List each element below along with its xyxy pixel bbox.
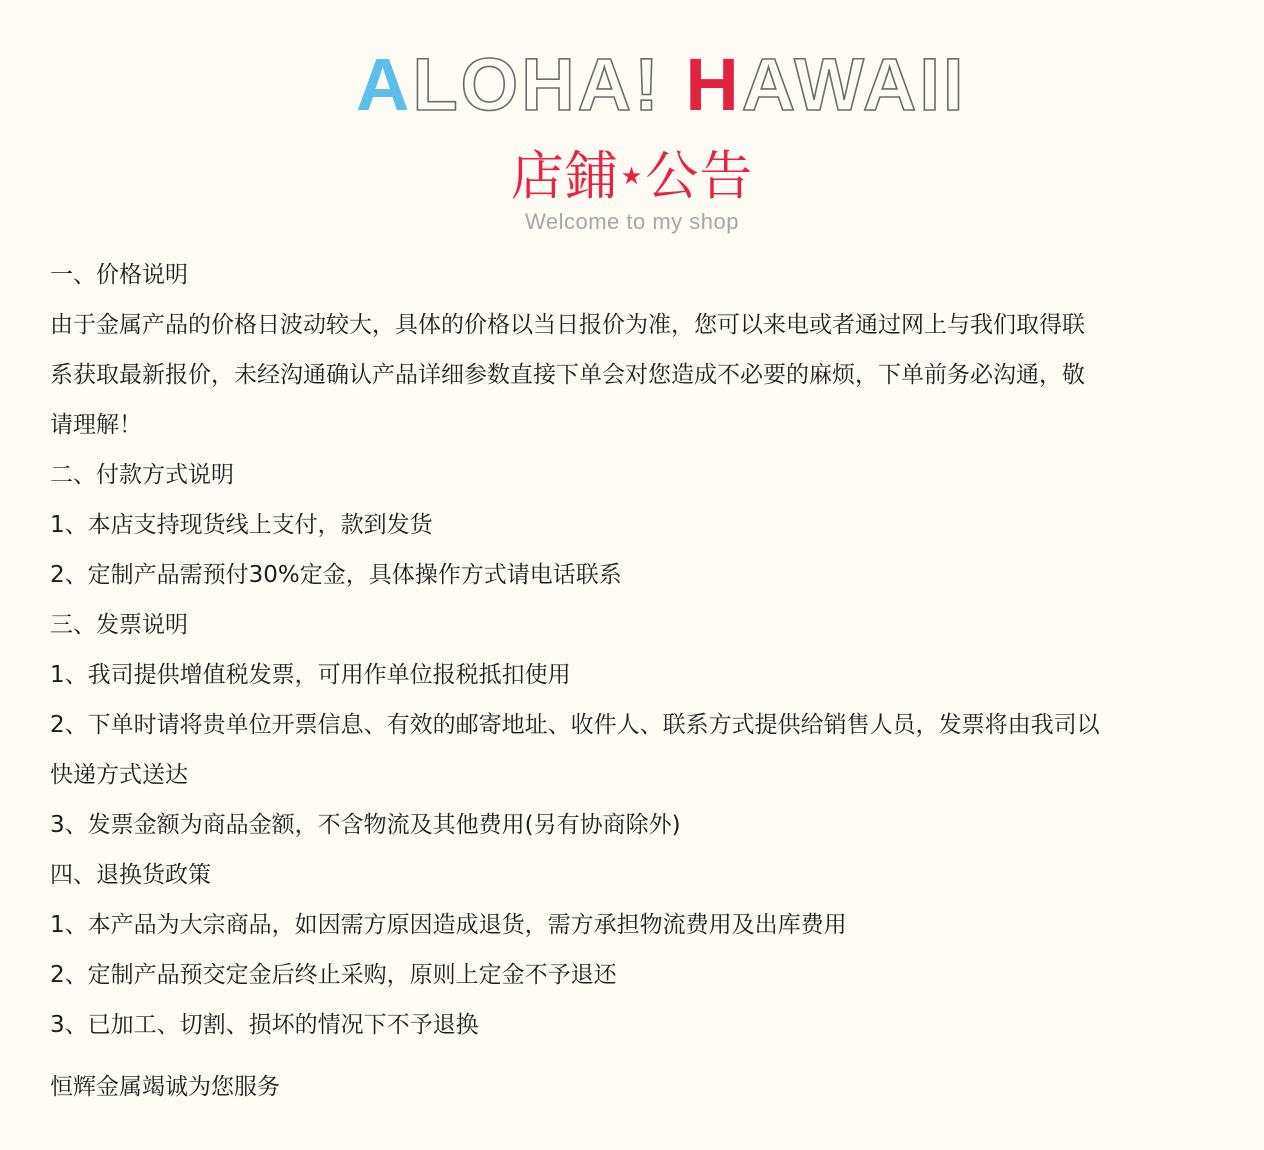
- section-heading-price: 一、价格说明: [50, 262, 188, 288]
- logo-letter-h: H: [685, 43, 742, 126]
- list-item: 2、定制产品需预付30%定金，具体操作方式请电话联系: [50, 562, 622, 588]
- notice-header: [0, 0, 1264, 240]
- svg-text:ALOHA! HAWAII: [356, 43, 966, 126]
- aloha-hawaii-logo: [352, 43, 967, 126]
- paragraph-line: 请理解！: [50, 412, 142, 438]
- welcome-subtitle: Welcome to my shop: [524, 209, 739, 234]
- logo-text-awaii: AWAII: [741, 43, 967, 126]
- notice-title-left: 店鋪: [510, 146, 619, 207]
- star-icon: ★: [620, 162, 644, 190]
- list-item: 3、已加工、切割、损坏的情况下不予退换: [50, 1012, 479, 1038]
- list-item-continuation: 快递方式送达: [50, 762, 188, 788]
- logo-letter-a: A: [356, 43, 413, 126]
- paragraph-line: 系获取最新报价，未经沟通确认产品详细参数直接下单会对您造成不必要的麻烦，下单前务必沟通，敬: [50, 362, 1085, 388]
- closing-line: 恒辉金属竭诚为您服务: [50, 1074, 280, 1100]
- section-heading-invoice: 三、发票说明: [50, 612, 188, 638]
- list-item: 1、本产品为大宗商品，如因需方原因造成退货，需方承担物流费用及出库费用: [50, 912, 847, 938]
- notice-body: [50, 250, 1230, 1112]
- list-item: 3、发票金额为商品金额，不含物流及其他费用(另有协商除外): [50, 812, 681, 838]
- list-item: 1、我司提供增值税发票，可用作单位报税抵扣使用: [50, 662, 571, 688]
- logo-text-loha: LOHA!: [412, 43, 686, 126]
- list-item: 2、定制产品预交定金后终止采购，原则上定金不予退还: [50, 962, 617, 988]
- list-item: 1、本店支持现货线上支付，款到发货: [50, 512, 433, 538]
- paragraph-line: 由于金属产品的价格日波动较大，具体的价格以当日报价为准，您可以来电或者通过网上与我们取得联: [50, 312, 1085, 338]
- list-item: 2、下单时请将贵单位开票信息、有效的邮寄地址、收件人、联系方式提供给销售人员，发票将由我司以: [50, 712, 1100, 738]
- section-heading-returns: 四、退换货政策: [50, 862, 211, 888]
- section-heading-payment: 二、付款方式说明: [50, 462, 234, 488]
- notice-title-right: 公告: [645, 146, 754, 207]
- notice-title: [0, 144, 1264, 209]
